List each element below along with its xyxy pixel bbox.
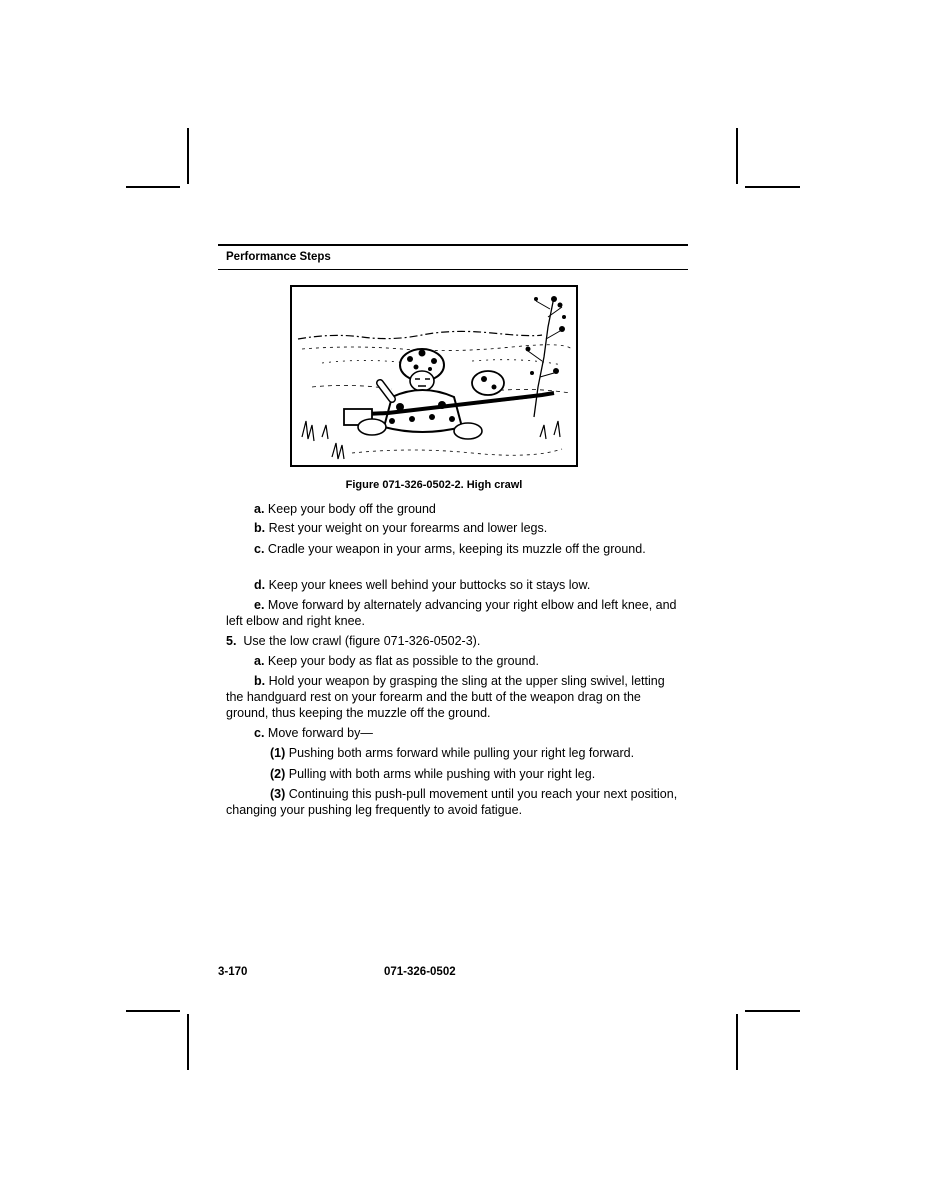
high-crawl-illustration <box>292 287 576 465</box>
crop-mark-top-left-horizontal <box>126 186 180 188</box>
header-bottom-rule <box>218 269 688 270</box>
step-5: 5. Use the low crawl (figure 071-326-0502-3). <box>226 634 481 648</box>
crop-mark-bottom-left-horizontal <box>126 1010 180 1012</box>
task-number: 071-326-0502 <box>384 966 456 978</box>
step-e: e. Move forward by alternately advancing your right elbow and left knee, and left elbow and right knee. <box>226 598 677 628</box>
figure-caption: Figure 071-326-0502-2. High crawl <box>345 479 523 491</box>
step-b: b. Rest your weight on your forearms and lower legs. <box>254 521 548 535</box>
page-number: 3-170 <box>218 966 248 978</box>
step-c: c. Cradle your weapon in your arms, keeping its muzzle off the ground. <box>254 542 646 556</box>
section-title: Performance Steps <box>226 251 331 263</box>
crop-mark-bottom-right-horizontal <box>745 1010 800 1012</box>
crop-mark-bottom-left-vertical <box>187 1014 189 1070</box>
step-5-c-1: (1) Pushing both arms forward while pulling your right leg forward. <box>270 746 635 760</box>
step-5-c: c. Move forward by— <box>254 726 373 740</box>
crop-mark-top-left-vertical <box>187 128 189 184</box>
step-a: a. Keep your body off the ground <box>254 502 436 516</box>
step-5-a: a. Keep your body as flat as possible to the ground. <box>254 654 539 668</box>
crop-mark-bottom-right-vertical <box>736 1014 738 1070</box>
step-5-c-2: (2) Pulling with both arms while pushing with your right leg. <box>270 767 596 781</box>
step-5-c-3: (3) Continuing this push-pull movement until you reach your next position, changing your pushing leg frequently to avoid fatigue. <box>226 787 678 817</box>
crop-mark-top-right-horizontal <box>745 186 800 188</box>
crop-mark-top-right-vertical <box>736 128 738 184</box>
step-d: d. Keep your knees well behind your buttocks so it stays low. <box>254 578 591 592</box>
header-top-rule <box>218 244 688 246</box>
step-5-b: b. Hold your weapon by grasping the sling at the upper sling swivel, letting the handguard rest on your forearm and the butt of the weapon drag on the ground, thus keeping the muzzle off the ground. <box>226 674 665 720</box>
figure-high-crawl <box>290 285 578 467</box>
